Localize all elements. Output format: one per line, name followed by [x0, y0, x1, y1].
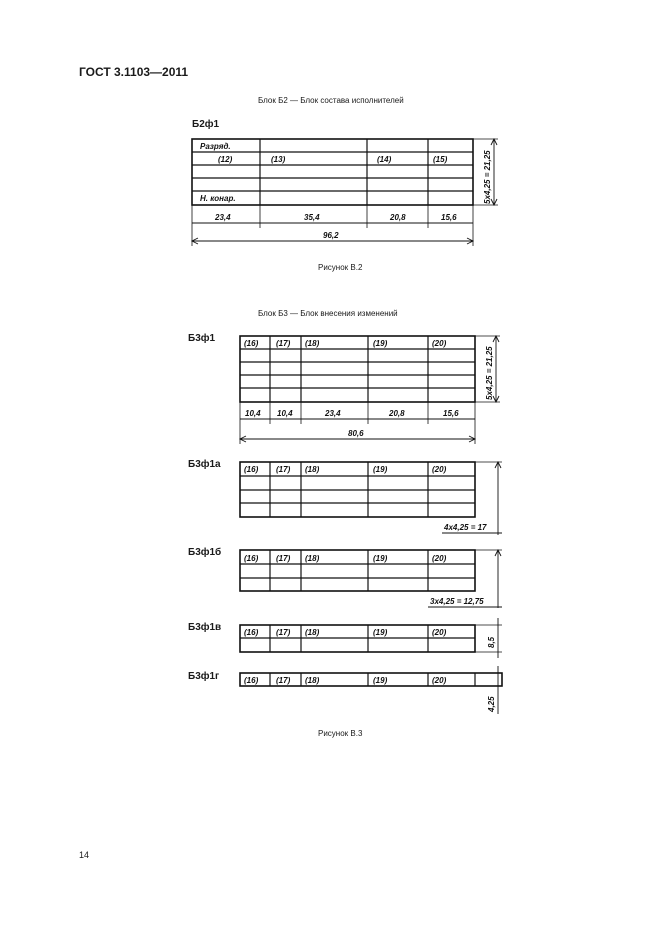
block-label-b3f1b: Б3ф1б [188, 547, 222, 558]
b3-width-5: 15,6 [443, 409, 459, 418]
figure-b2-caption: Рисунок В.2 [318, 263, 363, 272]
b2-row1-label: Разряд. [200, 142, 231, 151]
b3-width-1: 10,4 [245, 409, 261, 418]
b3f1-field-16: (16) [244, 339, 259, 348]
b2-field-14: (14) [377, 155, 392, 164]
b2-last-row-label: Н. конар. [200, 194, 236, 203]
b2-field-13: (13) [271, 155, 286, 164]
block-label-b3f1g: Б3ф1г [188, 671, 220, 682]
b2-field-15: (15) [433, 155, 448, 164]
b3f1a-field-18: (18) [305, 465, 320, 474]
b3f1v-field-20: (20) [432, 628, 447, 637]
block-label-b2f1: Б2ф1 [192, 119, 220, 130]
b3f1-field-19: (19) [373, 339, 388, 348]
b3f1-field-18: (18) [305, 339, 320, 348]
b3f1b-field-17: (17) [276, 554, 291, 563]
document-header: ГОСТ 3.1103—2011 [79, 65, 189, 79]
b3f1-height-dim: 5x4,25 = 21,25 [485, 346, 494, 400]
b2-width-4: 15,6 [441, 213, 457, 222]
b2-width-3: 20,8 [390, 213, 406, 222]
b2-width-2: 35,4 [304, 213, 320, 222]
b3f1a-field-20: (20) [432, 465, 447, 474]
block-label-b3f1: Б3ф1 [188, 333, 216, 344]
b3f1a-field-17: (17) [276, 465, 291, 474]
figure-b3-title: Блок Б3 — Блок внесения изменений [258, 309, 398, 318]
b2-total-width: 96,2 [323, 231, 339, 240]
b2-field-12: (12) [218, 155, 233, 164]
b3f1v-field-18: (18) [305, 628, 320, 637]
b3-width-4: 20,8 [389, 409, 405, 418]
b3-width-2: 10,4 [277, 409, 293, 418]
page-number: 14 [79, 850, 90, 860]
b2-width-1: 23,4 [215, 213, 231, 222]
b3f1b-height-dim: 3x4,25 = 12,75 [430, 597, 484, 606]
b3f1g-field-16: (16) [244, 676, 259, 685]
b3f1-field-17: (17) [276, 339, 291, 348]
b3f1v-field-17: (17) [276, 628, 291, 637]
b3f1g-field-17: (17) [276, 676, 291, 685]
b3f1-field-20: (20) [432, 339, 447, 348]
b3f1v-field-19: (19) [373, 628, 388, 637]
b3f1v-field-16: (16) [244, 628, 259, 637]
b3f1b-field-20: (20) [432, 554, 447, 563]
b3f1v-height-dim: 8,5 [487, 636, 496, 648]
b3f1g-field-19: (19) [373, 676, 388, 685]
b3f1g-field-20: (20) [432, 676, 447, 685]
b3f1b-field-16: (16) [244, 554, 259, 563]
b3-total-width: 80,6 [348, 429, 364, 438]
b3f1g-field-18: (18) [305, 676, 320, 685]
b3f1a-height-dim: 4x4,25 = 17 [444, 523, 487, 532]
b3f1b-field-18: (18) [305, 554, 320, 563]
b2-height-dim: 5x4,25 = 21,25 [483, 150, 492, 204]
b3f1b-field-19: (19) [373, 554, 388, 563]
b3f1g-height-dim: 4,25 [487, 696, 496, 712]
figure-b2-title: Блок Б2 — Блок состава исполнителей [258, 96, 404, 105]
b3f1a-field-19: (19) [373, 465, 388, 474]
figure-b3-caption: Рисунок В.3 [318, 729, 363, 738]
block-label-b3f1a: Б3ф1а [188, 459, 221, 470]
b3f1a-field-16: (16) [244, 465, 259, 474]
block-label-b3f1v: Б3ф1в [188, 622, 222, 633]
b3-width-3: 23,4 [325, 409, 341, 418]
